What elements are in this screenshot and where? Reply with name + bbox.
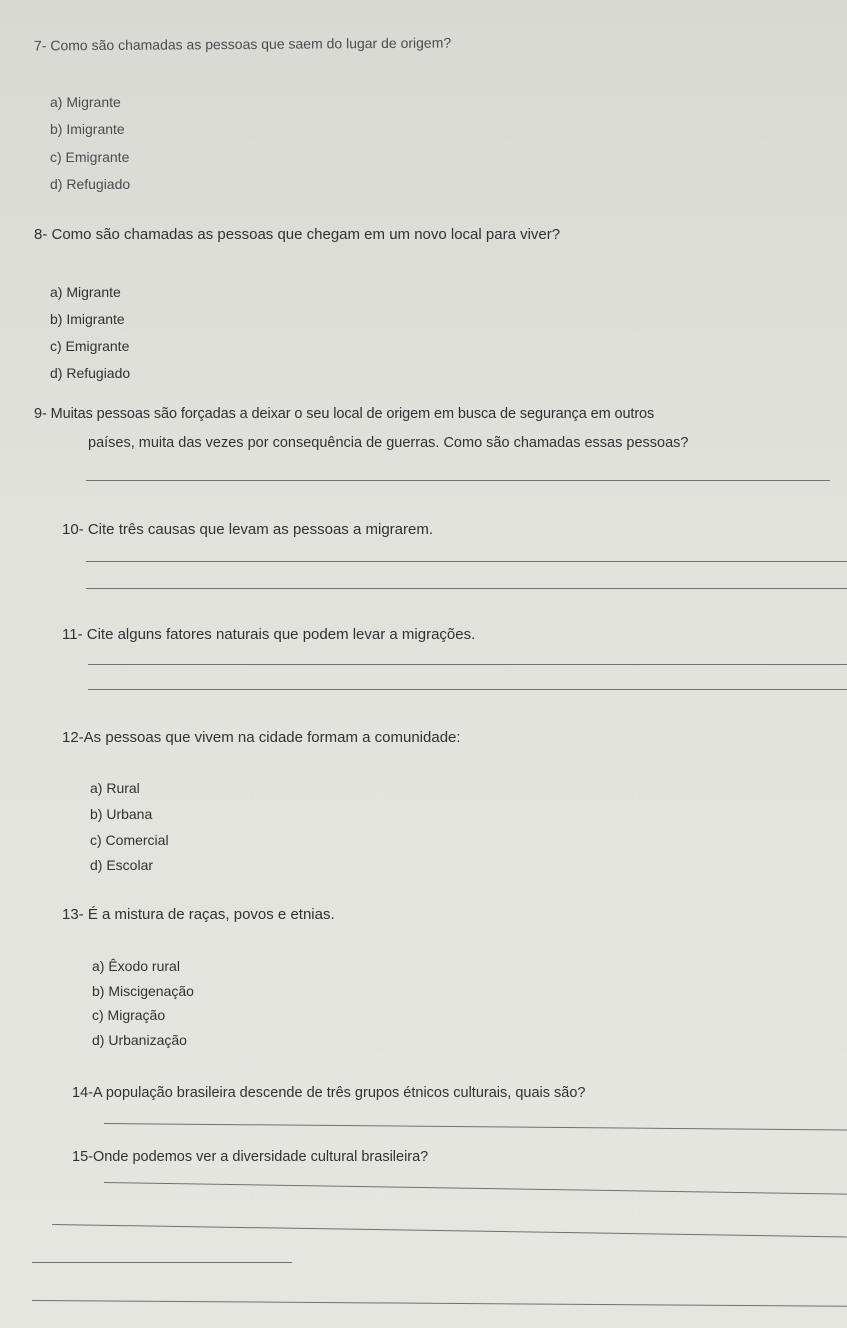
- q13-option-d: d) Urbanização: [92, 1032, 187, 1048]
- q13-option-a: a) Êxodo rural: [92, 958, 180, 974]
- q12-option-d: d) Escolar: [90, 857, 154, 873]
- question-8-prompt: 8- Como são chamadas as pessoas que chegam em um novo local para viver?: [34, 226, 561, 243]
- q7-option-d: d) Refugiado: [50, 176, 131, 192]
- q7-option-b: b) Imigrante: [50, 121, 125, 137]
- q10-answer-line-2[interactable]: [86, 588, 847, 589]
- question-9-prompt-line1: 9- Muitas pessoas são forçadas a deixar o seu local de origem em busca de segurança em outros: [34, 406, 655, 422]
- question-11-prompt: 11- Cite alguns fatores naturais que podem levar a migrações.: [62, 626, 476, 643]
- q13-option-c: c) Migração: [92, 1007, 166, 1023]
- q15-answer-line-1[interactable]: [104, 1182, 847, 1195]
- q7-option-c: c) Emigrante: [50, 149, 130, 165]
- q8-option-c: c) Emigrante: [50, 338, 130, 354]
- q12-option-b: b) Urbana: [90, 806, 153, 822]
- question-13-prompt: 13- É a mistura de raças, povos e etnias.: [62, 906, 335, 923]
- q14-answer-line[interactable]: [104, 1123, 847, 1130]
- question-9-prompt-line2: países, muita das vezes por consequência de guerras. Como são chamadas essas pessoas?: [88, 435, 689, 451]
- q8-option-b: b) Imigrante: [50, 311, 125, 327]
- q15-answer-line-2[interactable]: [52, 1224, 847, 1237]
- q11-answer-line-2[interactable]: [88, 689, 847, 690]
- question-7-prompt: 7- Como são chamadas as pessoas que saem do lugar de origem?: [33, 34, 452, 54]
- question-15-prompt: 15-Onde podemos ver a diversidade cultural brasileira?: [72, 1149, 429, 1165]
- q7-option-a: a) Migrante: [50, 94, 121, 110]
- q8-option-a: a) Migrante: [50, 284, 121, 300]
- q15-answer-line-4[interactable]: [32, 1300, 847, 1307]
- q10-answer-line-1[interactable]: [86, 561, 847, 562]
- q12-option-a: a) Rural: [90, 780, 140, 796]
- q12-option-c: c) Comercial: [90, 832, 169, 848]
- question-10-prompt: 10- Cite três causas que levam as pessoas a migrarem.: [62, 521, 433, 538]
- q8-option-d: d) Refugiado: [50, 365, 131, 381]
- q15-answer-line-3[interactable]: [32, 1262, 292, 1263]
- question-12-prompt: 12-As pessoas que vivem na cidade formam a comunidade:: [62, 729, 461, 746]
- q13-option-b: b) Miscigenação: [92, 983, 194, 999]
- question-14-prompt: 14-A população brasileira descende de três grupos étnicos culturais, quais são?: [72, 1085, 586, 1101]
- q9-answer-line[interactable]: [86, 480, 830, 481]
- q11-answer-line-1[interactable]: [88, 664, 847, 665]
